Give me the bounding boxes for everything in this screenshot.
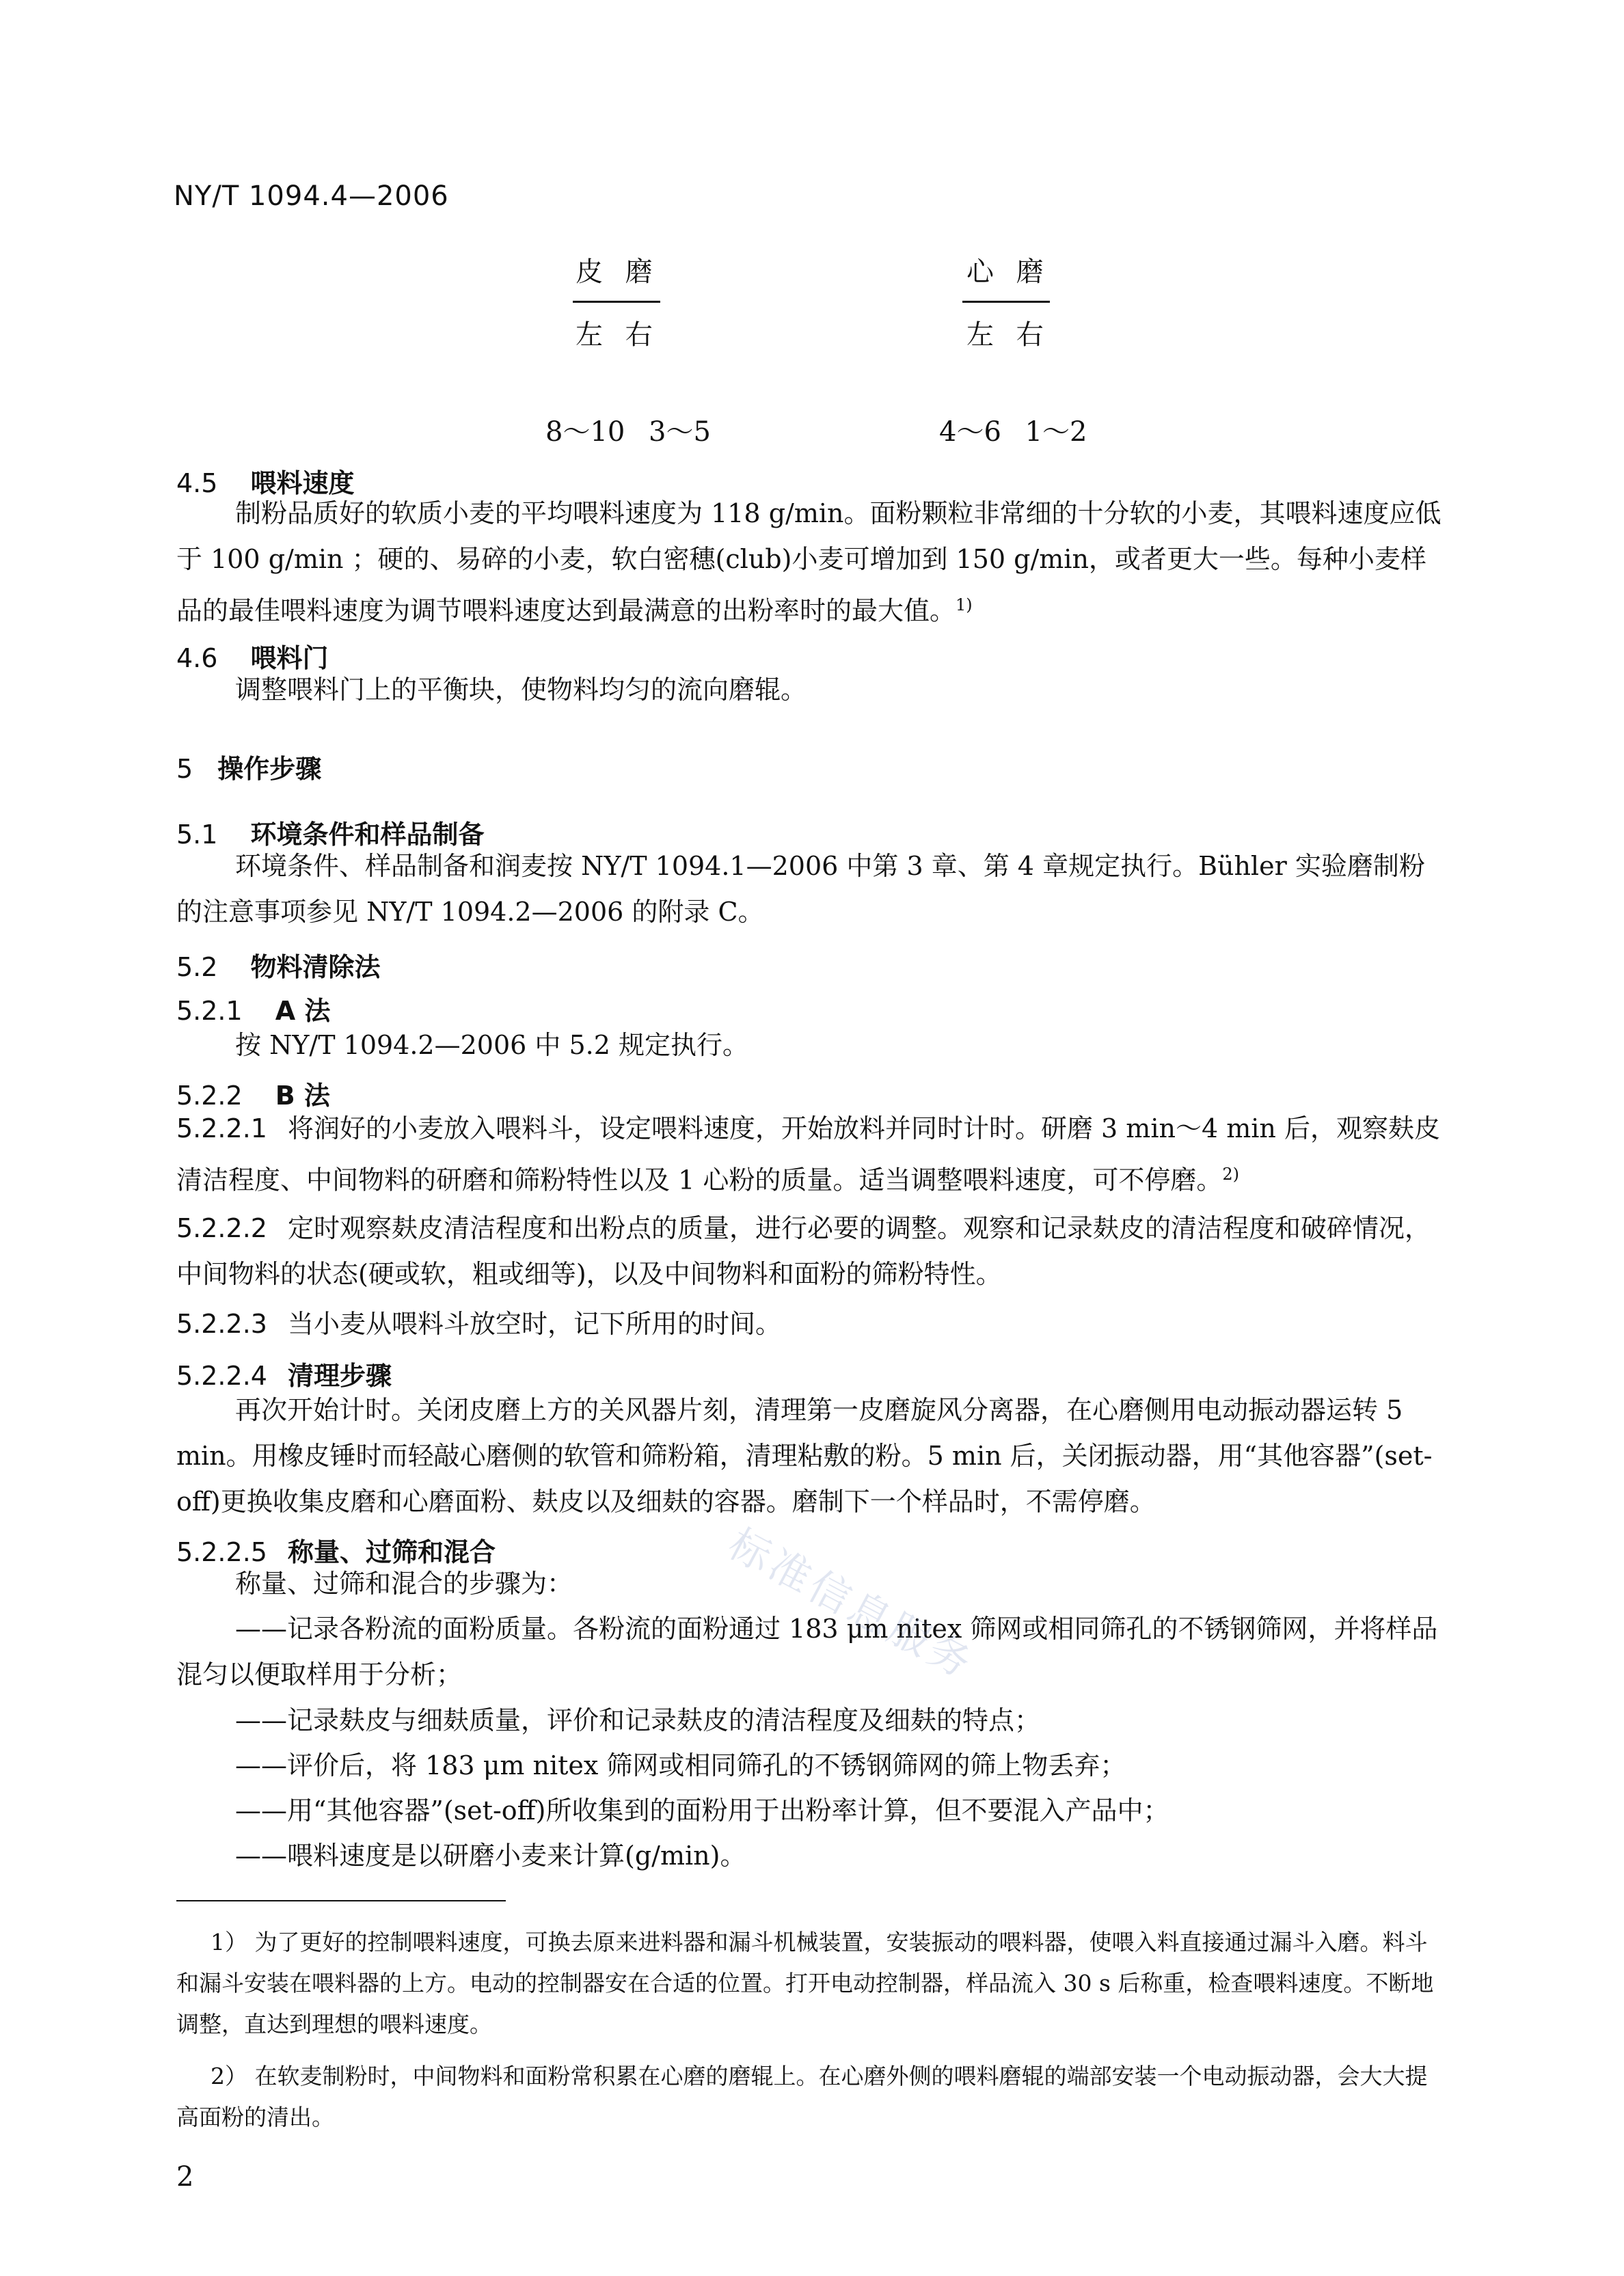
section-5-2-heading: 5.2 物料清除法: [176, 952, 381, 982]
footnote-1: 1） 为了更好的控制喂料速度，可换去原来进料器和漏斗机械装置，安装振动的喂料器，使喂入料直接通过漏斗入磨。料斗和漏斗安装在喂料器的上方。电动的控制器安在合适的位置。打开电动控制器，样品流入 30 s 后称重，检查喂料速度。不断地调整，直达到理想的喂料速度。: [176, 1929, 1434, 2037]
footnote-2: 2） 在软麦制粉时，中间物料和面粉常积累在心磨的磨辊上。在心磨外侧的喂料磨辊的端部安装一个电动振动器，会大大提高面粉的清出。: [176, 2063, 1428, 2130]
section-5-1-paragraph: 环境条件、样品制备和润麦按 NY/T 1094.1—2006 中第 3 章、第 4 章规定执行。Bühler 实验磨制粉的注意事项参见 NY/T 1094.2—2006 的附录 C。: [176, 851, 1425, 927]
section-5-2-1-paragraph: 按 NY/T 1094.2—2006 中 5.2 规定执行。: [235, 1030, 748, 1060]
section-5-heading: 5 操作步骤: [176, 754, 322, 784]
list-item: ——用“其他容器”(set-off)所收集到的面粉用于出粉率计算，但不要混入产品中；: [235, 1796, 1169, 1826]
section-5-2-2-1-paragraph: 5.2.2.1 将润好的小麦放入喂料斗，设定喂料速度，开始放料并同时计时。研磨 3 min～4 min 后，观察麸皮清洁程度、中间物料的研磨和筛粉特性以及 1 心粉的质量。适当调整喂料速度，可不停磨。$^{2)}$: [176, 1113, 1440, 1195]
footnote-rule: [176, 1900, 506, 1901]
section-5-2-2-4-paragraph: 再次开始计时。关闭皮磨上方的关风器片刻，清理第一皮磨旋风分离器，在心磨侧用电动振动器运转 5 min。用橡皮锤时而轻敲心磨侧的软管和筛粉箱，清理粘敷的粉。5 min 后，关闭振动器，用“其他容器”(set-off)更换收集皮磨和心磨面粉、麸皮以及细麸的容器。磨制下一个样品时，不需停磨。: [176, 1395, 1433, 1517]
roll-col1-sub: 左 右: [576, 319, 660, 351]
section-4-5-heading: 4.5 喂料速度: [176, 468, 355, 498]
list-item: ——评价后，将 183 μm nitex 筛网或相同筛孔的不锈钢筛网的筛上物丢弃；: [235, 1750, 1126, 1780]
section-5-2-2-2-paragraph: 5.2.2.2 定时观察麸皮清洁程度和出粉点的质量，进行必要的调整。观察和记录麸皮的清洁程度和破碎情况，中间物料的状态(硬或软，粗或细等)，以及中间物料和面粉的筛粉特性。: [176, 1213, 1431, 1289]
section-4-6-paragraph: 调整喂料门上的平衡块，使物料均匀的流向磨辊。: [235, 675, 807, 705]
list-item: ——记录麸皮与细麸质量，评价和记录麸皮的清洁程度及细麸的特点；: [235, 1705, 1041, 1735]
roll-col2-title: 心 磨: [966, 256, 1051, 288]
section-5-2-1-heading: 5.2.1 A 法: [176, 996, 331, 1026]
list-item: ——记录各粉流的面粉质量。各粉流的面粉通过 183 μm nitex 筛网或相同筛孔的不锈钢筛网，并将样品混匀以便取样用于分析；: [176, 1614, 1438, 1690]
roll-col1-rule: [573, 301, 660, 303]
section-5-2-2-5-heading: 5.2.2.5 称量、过筛和混合: [176, 1537, 496, 1567]
footnote-ref-1: 1): [956, 595, 973, 614]
roll-col2-sub: 左 右: [966, 319, 1051, 351]
section-5-1-heading: 5.1 环境条件和样品制备: [176, 819, 485, 850]
roll-col2-rule: [962, 301, 1050, 303]
list-item: ——喂料速度是以研磨小麦来计算(g/min)。: [235, 1841, 746, 1871]
standard-code-header: NY/T 1094.4—2006: [174, 180, 449, 212]
section-4-5-paragraph: 制粉品质好的软质小麦的平均喂料速度为 118 g/min。面粉颗粒非常细的十分软的小麦，其喂料速度应低于 100 g/min ；硬的、易碎的小麦，软白密穗(club)小麦可增加到 150 g/min，或者更大一些。每种小麦样品的最佳喂料速度为调节喂料速度达到最满意的出粉率时的最大值。$^{1)}$: [176, 498, 1442, 626]
section-5-2-2-heading: 5.2.2 B 法: [176, 1081, 330, 1111]
section-5-2-2-4-heading: 5.2.2.4 清理步骤: [176, 1361, 392, 1391]
watermark: 标准信息服务: [720, 1519, 982, 1690]
roll-col1-values: 8～10 3～5: [545, 416, 711, 448]
section-4-6-heading: 4.6 喂料门: [176, 643, 329, 673]
section-5-2-2-5-intro: 称量、过筛和混合的步骤为：: [235, 1569, 573, 1599]
roll-col2-values: 4～6 1～2: [939, 416, 1087, 448]
section-5-2-2-3-paragraph: 5.2.2.3 当小麦从喂料斗放空时，记下所用的时间。: [176, 1309, 781, 1339]
roll-col1-title: 皮 磨: [576, 256, 660, 288]
footnote-ref-2: 2): [1222, 1165, 1239, 1184]
page-number: 2: [176, 2161, 194, 2193]
